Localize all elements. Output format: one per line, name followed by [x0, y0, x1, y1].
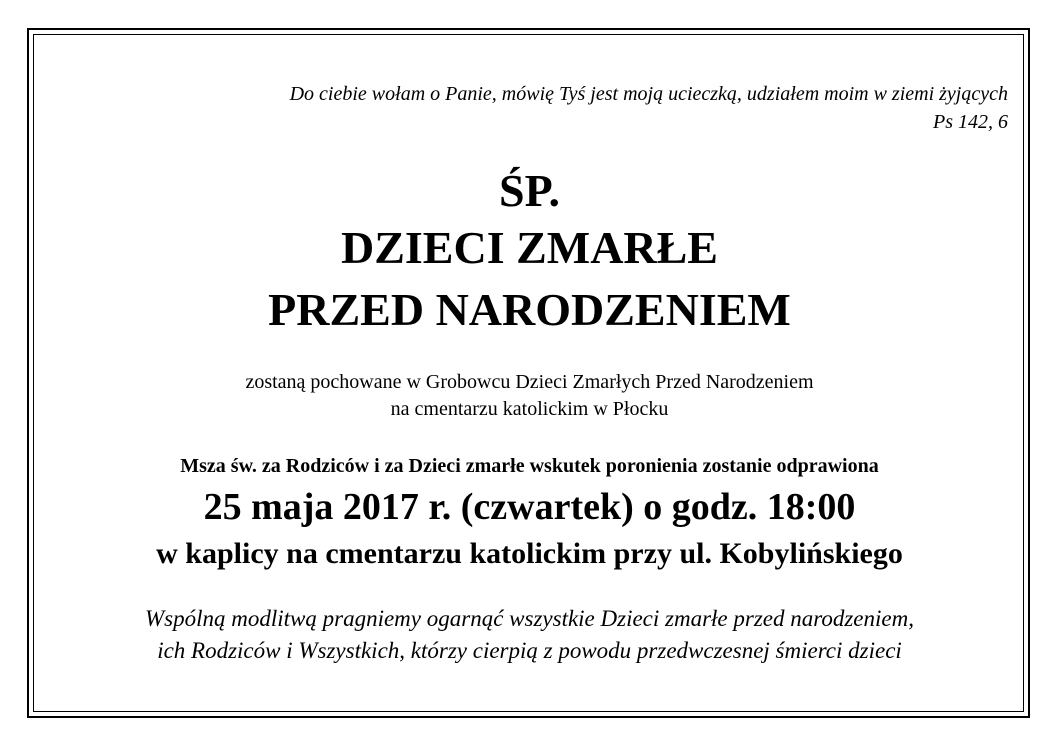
- mass-intro: Msza św. za Rodziców i za Dzieci zmarłe wskutek poronienia zostanie odprawiona: [180, 455, 879, 477]
- closing-line-2: ich Rodziców i Wszystkich, którzy cierpią z powodu przedwczesnej śmierci dzieci: [157, 638, 902, 663]
- title-line-1: DZIECI ZMARŁE: [340, 222, 718, 273]
- title-prefix: ŚP.: [499, 165, 560, 216]
- mass-date: 25 maja 2017 r. (czwartek) o godz. 18:00: [203, 486, 856, 528]
- closing-line-1: Wspólną modlitwą pragniemy ogarnąć wszystkie Dzieci zmarłe przed narodzeniem,: [145, 606, 914, 631]
- burial-info-line-1: zostaną pochowane w Grobowcu Dzieci Zmarłych Przed Narodzeniem: [245, 371, 814, 393]
- psalm-quote: Do ciebie wołam o Panie, mówię Tyś jest moją ucieczką, udziałem moim w ziemi żyjących: [289, 83, 1008, 105]
- title-line-2: PRZED NARODZENIEM: [268, 284, 791, 335]
- burial-info-line-2: na cmentarzu katolickim w Płocku: [390, 398, 669, 420]
- mass-place: w kaplicy na cmentarzu katolickim przy ul. Kobylińskiego: [156, 537, 903, 570]
- psalm-reference: Ps 142, 6: [933, 111, 1008, 133]
